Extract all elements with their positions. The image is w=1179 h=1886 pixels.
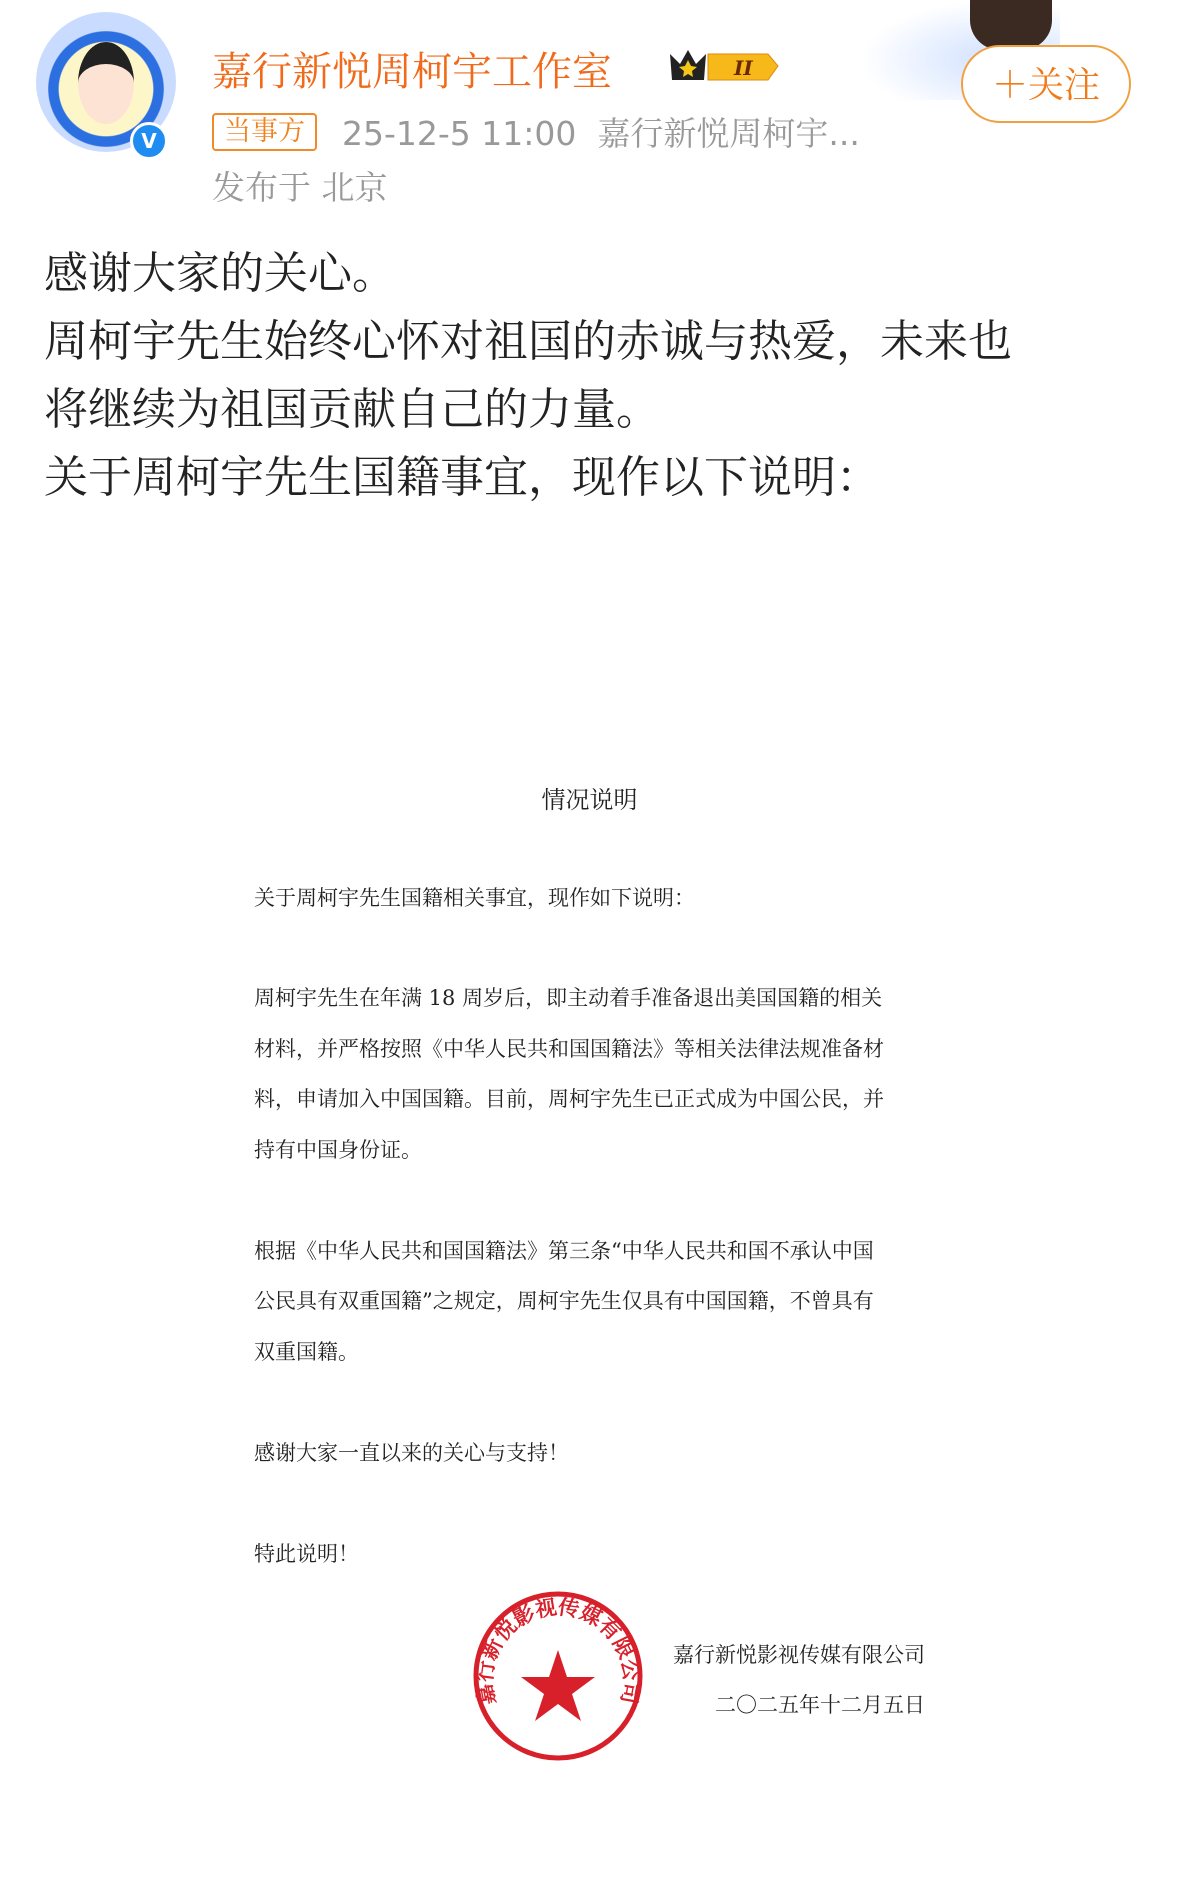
party-tag: 当事方 (212, 113, 317, 151)
doc-line: 关于周柯宇先生国籍相关事宜，现作如下说明： (254, 886, 695, 910)
doc-line: 双重国籍。 (254, 1340, 359, 1364)
post-meta (342, 108, 860, 155)
company-seal-icon (470, 1588, 646, 1764)
doc-line: 料，申请加入中国国籍。目前，周柯宇先生已正式成为中国公民，并 (254, 1087, 884, 1111)
timestamp: 25-12-5 11:00 (342, 114, 577, 153)
post-line: 将继续为祖国贡献自己的力量。 (44, 384, 660, 435)
location: 发布于 北京 (212, 168, 388, 207)
seal-text: 嘉行新悦影视传媒有限公司 (471, 1593, 645, 1708)
post-line: 关于周柯宇先生国籍事宜，现作以下说明： (44, 452, 880, 503)
doc-line: 特此说明！ (254, 1542, 359, 1566)
post-line: 周柯宇先生始终心怀对祖国的赤诚与热爱，未来也 (44, 316, 1012, 367)
doc-line: 周柯宇先生在年满 18 周岁后，即主动着手准备退出美国国籍的相关 (254, 986, 883, 1010)
account-name[interactable]: 嘉行新悦周柯宇工作室 (212, 49, 612, 95)
verified-icon: V (130, 122, 168, 160)
doc-signature: 嘉行新悦影视传媒有限公司 (673, 1643, 925, 1667)
post-text (44, 240, 1154, 512)
doc-line: 公民具有双重国籍”之规定，周柯宇先生仅具有中国国籍，不曾具有 (254, 1289, 874, 1313)
doc-title: 情况说明 (541, 786, 638, 814)
vip-crown-icon[interactable] (668, 46, 780, 86)
doc-line: 持有中国身份证。 (254, 1138, 422, 1162)
doc-line: 感谢大家一直以来的关心与支持！ (254, 1441, 569, 1465)
source: 嘉行新悦周柯宇... (597, 114, 860, 153)
level-badge: II (734, 56, 753, 80)
header-photo (970, 0, 1052, 50)
follow-button[interactable]: ＋关注 (961, 45, 1131, 123)
doc-date: 二〇二五年十二月五日 (715, 1693, 925, 1717)
doc-line: 根据《中华人民共和国国籍法》第三条“中华人民共和国不承认中国 (254, 1239, 874, 1263)
post-line: 感谢大家的关心。 (44, 248, 396, 299)
doc-line: 材料，并严格按照《中华人民共和国国籍法》等相关法律法规准备材 (254, 1037, 884, 1061)
